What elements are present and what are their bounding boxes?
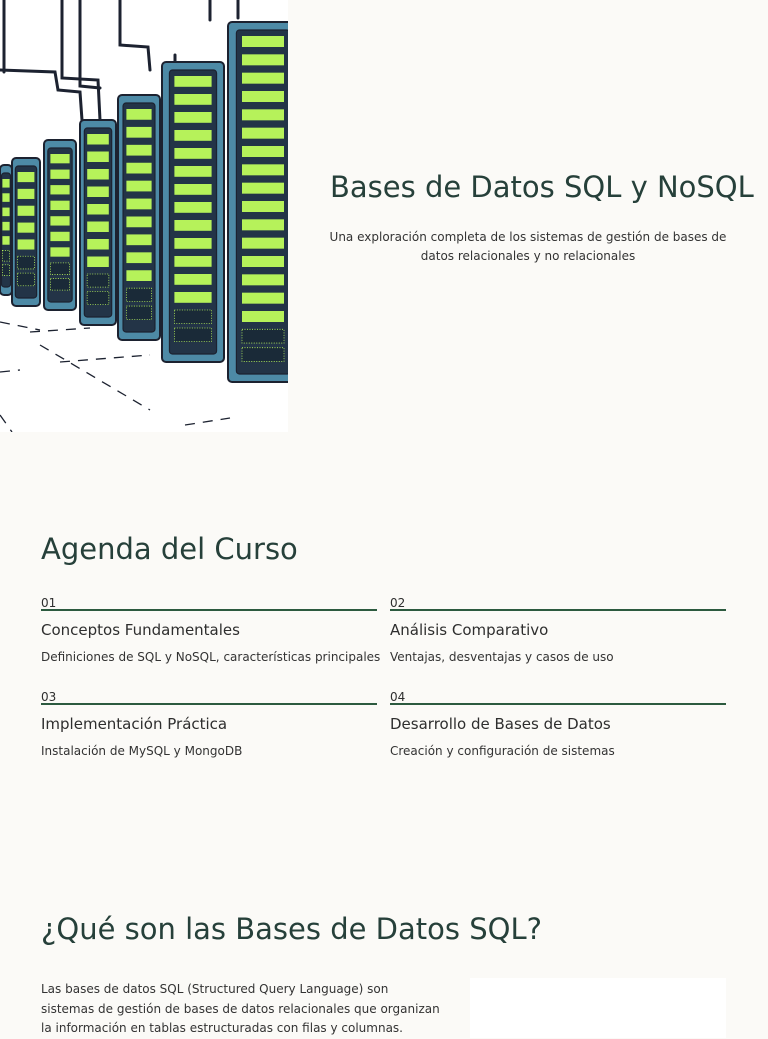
cable-line: [120, 0, 150, 70]
page-subtitle: Una exploración completa de los sistemas de gestión de bases de datos relacionales y no relacionales: [329, 230, 727, 263]
server-rack: [80, 120, 116, 325]
agenda-item-heading: Desarrollo de Bases de Datos: [390, 715, 611, 733]
agenda-item-description: Instalación de MySQL y MongoDB: [41, 744, 243, 758]
agenda-item-03: [41, 690, 377, 759]
floor-line: [185, 418, 230, 425]
floor-line: [0, 322, 40, 330]
agenda-item-number: 01: [41, 596, 377, 611]
hero-section: [0, 0, 768, 432]
floor-line: [0, 415, 12, 432]
cable-line: [80, 0, 100, 88]
server-rack: [44, 140, 76, 310]
server-rack: [12, 158, 40, 306]
agenda-item-01: [41, 596, 381, 665]
page-title: Bases de Datos SQL y NoSQL: [330, 170, 754, 204]
agenda-item-heading: Análisis Comparativo: [390, 621, 549, 639]
floor-line: [60, 355, 150, 362]
server-rack: [118, 95, 160, 340]
agenda-title: Agenda del Curso: [41, 532, 298, 566]
agenda-item-04: [390, 690, 726, 759]
sql-section-image-card: [470, 978, 726, 1038]
agenda-item-description: Creación y configuración de sistemas: [390, 744, 615, 758]
agenda-item-heading: Implementación Práctica: [41, 715, 228, 733]
server-rack: [0, 165, 12, 295]
agenda-item-number: 02: [390, 596, 726, 611]
server-rack: [162, 62, 224, 362]
floor-line: [0, 370, 20, 372]
server-rack: [228, 22, 288, 382]
floor-line: [40, 345, 150, 410]
agenda-item-number: 04: [390, 690, 726, 705]
agenda-item-description: Ventajas, desventajas y casos de uso: [390, 650, 614, 664]
server-racks-illustration: [0, 0, 288, 432]
sql-section-paragraph: Las bases de datos SQL (Structured Query Language) son sistemas de gestión de bases de datos relacionales que organizan la información en tablas estructuradas con filas y columnas.: [41, 982, 440, 1035]
agenda-item-02: [390, 596, 726, 665]
hero-text-block: [288, 0, 768, 432]
agenda-item-heading: Conceptos Fundamentales: [41, 621, 240, 639]
agenda-item-number: 03: [41, 690, 377, 705]
sql-section-title: ¿Qué son las Bases de Datos SQL?: [41, 912, 543, 946]
agenda-item-description: Definiciones de SQL y NoSQL, características principales: [41, 650, 381, 664]
